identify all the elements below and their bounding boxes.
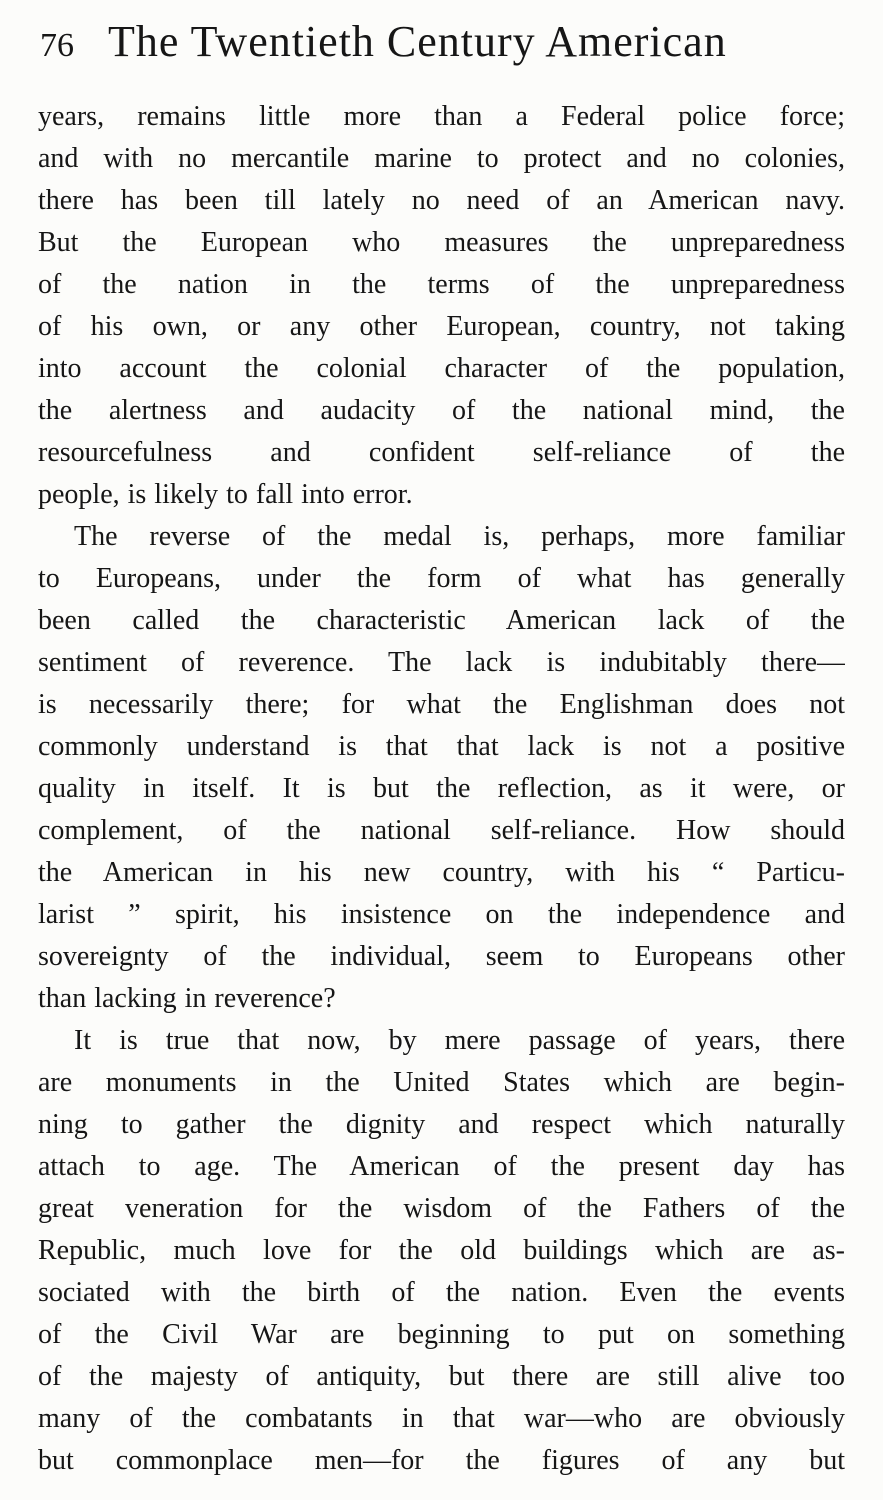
text-line: quality in itself. It is but the reflection, as it were, or bbox=[38, 773, 845, 804]
text-line: ning to gather the dignity and respect which naturally bbox=[38, 1109, 845, 1140]
text-line: great veneration for the wisdom of the Fathers of the bbox=[38, 1193, 845, 1224]
text-line: But the European who measures the unpreparedness bbox=[38, 227, 845, 258]
text-line: commonly understand is that that lack is not a positive bbox=[38, 731, 845, 762]
page-header bbox=[40, 14, 845, 74]
text-line: but commonplace men—for the figures of any but bbox=[38, 1445, 845, 1476]
paragraph bbox=[38, 96, 845, 516]
text-line: larist ” spirit, his insistence on the independence and bbox=[38, 899, 845, 930]
text-line: are monuments in the United States which are begin- bbox=[38, 1067, 845, 1098]
text-line: sociated with the birth of the nation. Even the events bbox=[38, 1277, 845, 1308]
text-line: many of the combatants in that war—who are obviously bbox=[38, 1403, 845, 1434]
page-body bbox=[38, 96, 845, 1482]
text-line: of the majesty of antiquity, but there are still alive too bbox=[38, 1361, 845, 1392]
text-line: into account the colonial character of the population, bbox=[38, 353, 845, 384]
text-line: sentiment of reverence. The lack is indubitably there— bbox=[38, 647, 845, 678]
text-line: the American in his new country, with his “ Particu- bbox=[38, 857, 845, 888]
running-title: The Twentieth Century American bbox=[108, 17, 727, 66]
text-line: people, is likely to fall into error. bbox=[38, 479, 413, 510]
text-line: than lacking in reverence? bbox=[38, 983, 336, 1014]
text-line: of his own, or any other European, country, not taking bbox=[38, 311, 845, 342]
paragraph bbox=[38, 1020, 845, 1482]
text-line: is necessarily there; for what the Englishman does not bbox=[38, 689, 845, 720]
text-line: the alertness and audacity of the national mind, the bbox=[38, 395, 845, 426]
text-line: resourcefulness and confident self-reliance of the bbox=[38, 437, 845, 468]
text-line: to Europeans, under the form of what has generally bbox=[38, 563, 845, 594]
text-line: and with no mercantile marine to protect and no colonies, bbox=[38, 143, 845, 174]
text-line: sovereignty of the individual, seem to Europeans other bbox=[38, 941, 845, 972]
text-line: years, remains little more than a Federal police force; bbox=[38, 101, 845, 132]
text-line: of the Civil War are beginning to put on something bbox=[38, 1319, 845, 1350]
paragraph bbox=[38, 516, 845, 1020]
text-line: The reverse of the medal is, perhaps, more familiar bbox=[74, 521, 845, 552]
text-line: of the nation in the terms of the unpreparedness bbox=[38, 269, 845, 300]
text-line: attach to age. The American of the present day has bbox=[38, 1151, 845, 1182]
text-line: complement, of the national self-reliance. How should bbox=[38, 815, 845, 846]
text-line: been called the characteristic American lack of the bbox=[38, 605, 845, 636]
page-number: 76 bbox=[40, 27, 74, 64]
text-line: Republic, much love for the old buildings which are as- bbox=[38, 1235, 845, 1266]
text-line: It is true that now, by mere passage of years, there bbox=[74, 1025, 845, 1056]
text-line: there has been till lately no need of an American navy. bbox=[38, 185, 845, 216]
